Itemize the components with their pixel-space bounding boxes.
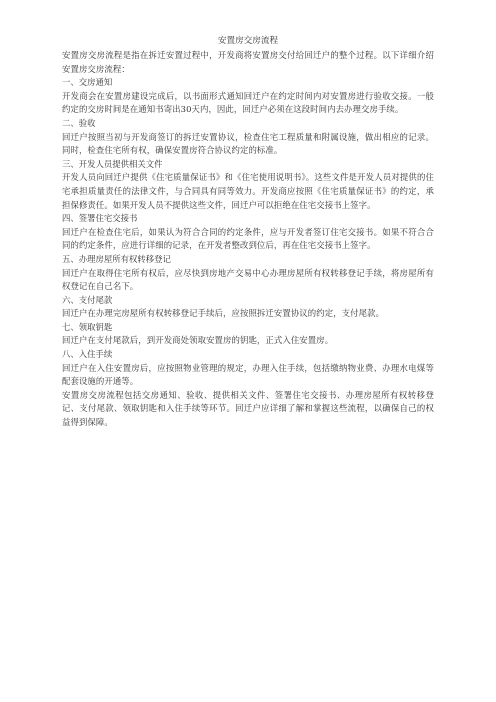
- section-body: 回迁户在办理完房屋所有权转移登记手续后，应按照拆迁安置协议的约定，支付尾款。: [62, 308, 385, 319]
- section-documents: [62, 158, 434, 212]
- section-heading: 七、领取钥匙: [62, 321, 113, 332]
- section-ownership-transfer: [62, 253, 434, 294]
- section-final-payment: [62, 294, 434, 321]
- section-notice: [62, 76, 434, 117]
- section-heading: 一、交房通知: [62, 77, 113, 88]
- section-body: 回迁户在入住安置房后，应按照物业管理的规定，办理入住手续，包括缴纳物业费、办理水电煤等配套设施的开通等。: [62, 362, 434, 387]
- document-page: [62, 34, 434, 430]
- section-inspection: [62, 117, 434, 158]
- document-title: 安置房交房流程: [217, 36, 279, 46]
- section-heading: 六、支付尾款: [62, 294, 113, 305]
- conclusion-paragraph: 安置房交房流程包括交房通知、验收、提供相关文件、签署住宅交接书、办理房屋所有权转移登记、支付尾款、领取钥匙和入住手续等环节。回迁户应详细了解和掌握这些流程，以确保自己的权益得到保障。: [62, 389, 434, 428]
- section-heading: 四、签署住宅交接书: [62, 213, 138, 224]
- section-body: 开发商会在安置房建设完成后，以书面形式通知回迁户在约定时间内对安置房进行验收交接。一般约定的交房时间是在通知书寄出30天内，因此，回迁户必须在这段时间内去办理交房手续。: [62, 90, 434, 115]
- section-body: 回迁户在支付尾款后，到开发商处领取安置房的钥匙，正式入住安置房。: [62, 335, 334, 346]
- section-heading: 三、开发人员提供相关文件: [62, 158, 163, 169]
- section-body: 回迁户按照当初与开发商签订的拆迁安置协议，检查住宅工程质量和附属设施，做出相应的记录。同时，检查住宅所有权，确保安置房符合协议约定的标准。: [62, 131, 434, 156]
- section-body: 开发人员向回迁户提供《住宅质量保证书》和《住宅使用说明书》。这些文件是开发人员对提供的住宅承担质量责任的法律文件，与合同具有同等效力。开发商应按照《住宅质量保证书》的约定，承担保修责任。如果开发人员不提供这些文件，回迁户可以拒绝在住宅交接书上签字。: [62, 172, 434, 210]
- intro-paragraph: 安置房交房流程是指在拆迁安置过程中，开发商将安置房交付给回迁户的整个过程。以下详细介绍安置房交房流程：: [62, 50, 434, 74]
- section-body: 回迁户在取得住宅所有权后，应尽快到房地产交易中心办理房屋所有权转移登记手续，将房屋所有权登记在自己名下。: [62, 267, 434, 292]
- section-heading: 五、办理房屋所有权转移登记: [62, 253, 171, 264]
- section-keys: [62, 321, 434, 348]
- section-move-in: [62, 348, 434, 389]
- section-handover-sign: [62, 212, 434, 253]
- section-heading: 八、入住手续: [62, 349, 113, 360]
- section-body: 回迁户在检查住宅后，如果认为符合合同的约定条件，应与开发者签订住宅交接书。如果不符合合同的约定条件，应进行详细的记录，在开发者整改到位后，再在住宅交接书上签字。: [62, 226, 434, 251]
- section-heading: 二、验收: [62, 117, 96, 128]
